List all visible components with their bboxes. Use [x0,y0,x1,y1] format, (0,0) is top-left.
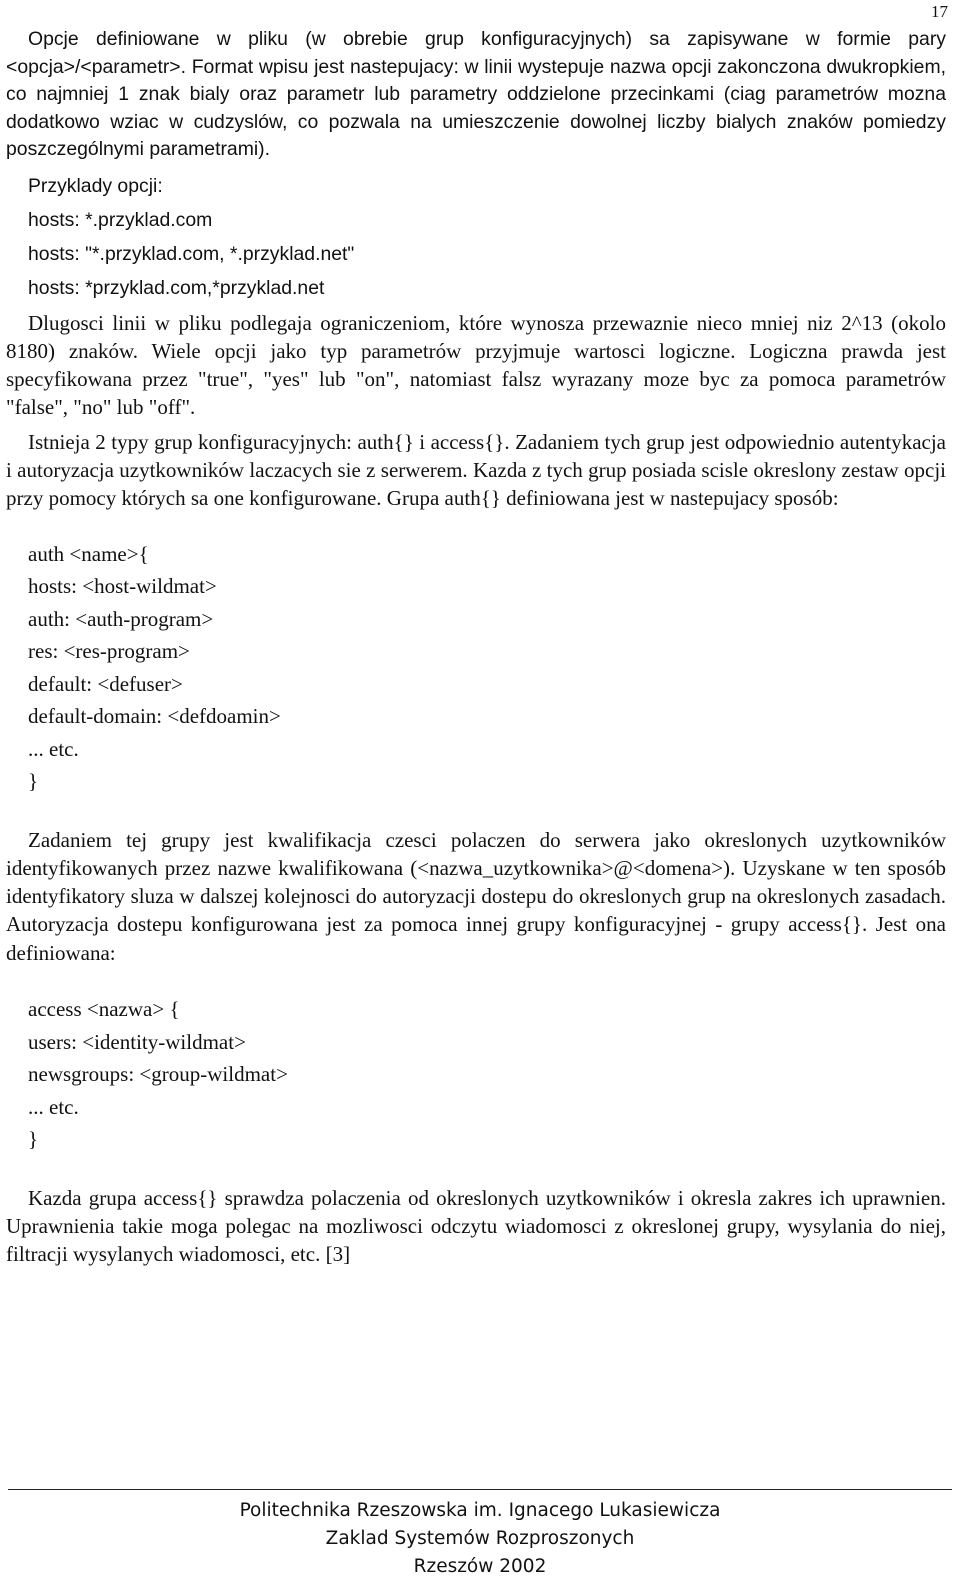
code-line: hosts: <host-wildmat> [28,574,217,599]
page-footer [0,1497,960,1581]
code-line: access <nazwa> { [28,997,180,1022]
group-types-paragraph: Istnieja 2 typy grup konfiguracyjnych: auth{} i access{}. Zadaniem tych grup jest odpowiednio autentykacja i autoryzacja uzytkowników laczacych sie z serwerem. Kazda z tych grup posiada scisle okreslony zestaw opcji przy pomocy których sa one konfigurowane. Grupa auth{} definiowana jest w nastepujacy sposób: [6,429,946,511]
code-line: ... etc. [28,736,79,761]
footer-department: Zaklad Systemów Rozproszonych [325,1528,635,1549]
code-line: users: <identity-wildmat> [28,1029,246,1054]
footer-divider [8,1489,952,1490]
footer-place-date: Rzeszów 2002 [413,1556,547,1577]
code-line: newsgroups: <group-wildmat> [28,1062,288,1087]
code-line: default-domain: <defdoamin> [28,704,281,729]
example-line: hosts: *przyklad.com,*przyklad.net [28,276,325,299]
footer-institution: Politechnika Rzeszowska im. Ignacego Lukasiewicza [239,1500,721,1521]
document-body [6,26,946,1268]
code-line: auth <name>{ [28,541,149,566]
code-line: } [28,769,39,794]
page-number: 17 [931,2,948,21]
code-line: res: <res-program> [28,639,190,664]
example-line: hosts: *.przyklad.com [28,208,213,231]
line-length-paragraph: Dlugosci linii w pliku podlegaja ograniczeniom, które wynosza przewaznie nieco mniej niz 2^13 (okolo 8180) znaków. Wiele opcji jako typ parametrów przyjmuje wartosci logiczne. Logiczna prawda jest specyfikowana przez "true", "yes" lub "on", natomiast falsz wyrazany moze byc za pomoca parametrów "false", "no" lub "off". [6,310,946,420]
example-line: hosts: "*.przyklad.com, *.przyklad.net" [28,242,355,265]
auth-config-block [6,538,946,798]
code-line: } [28,1127,39,1152]
intro-paragraph: Opcje definiowane w pliku (w obrebie grup konfiguracyjnych) sa zapisywane w formie pary <opcja>/<parametr>. Format wpisu jest nastepujacy: w linii wystepuje nazwa opcji zakonczona dwukropkiem, co najmniej 1 znak bialy oraz parametr lub parametry oddzielone przecinkami (ciag parametrów mozna dodatkowo wziac w cudzyslów, co pozwala na umieszczenie dowolnej liczby bialych znaków pomiedzy poszczególnymi parametrami). [6,28,946,160]
access-config-block [6,993,946,1156]
code-line: auth: <auth-program> [28,606,214,631]
auth-purpose-paragraph: Zadaniem tej grupy jest kwalifikacja czesci polaczen do serwera jako okreslonych uzytkowników identyfikowanych przez nazwe kwalifikowana (<nazwa_uzytkownika>@<domena>). Uzyskane w ten sposób identyfikatory sluza w dalszej kolejnosci do autoryzacji dostepu do okreslonych grup na okreslonych zasadach. Autoryzacja dostepu konfigurowana jest za pomoca innej grupy konfiguracyjnej - grupy access{}. Jest ona definiowana: [6,827,946,965]
code-line: ... etc. [28,1094,79,1119]
examples-section [6,169,946,305]
access-purpose-paragraph: Kazda grupa access{} sprawdza polaczenia od okreslonych uzytkowników i okresla zakres ich uprawnien. Uprawnienia takie moga polegac na mozliwosci odczytu wiadomosci z okreslonej grupy, wysylania do niej, filtracji wysylanych wiadomosci, etc. [3] [6,1185,946,1267]
examples-heading: Przyklady opcji: [28,174,163,197]
code-line: default: <defuser> [28,671,183,696]
